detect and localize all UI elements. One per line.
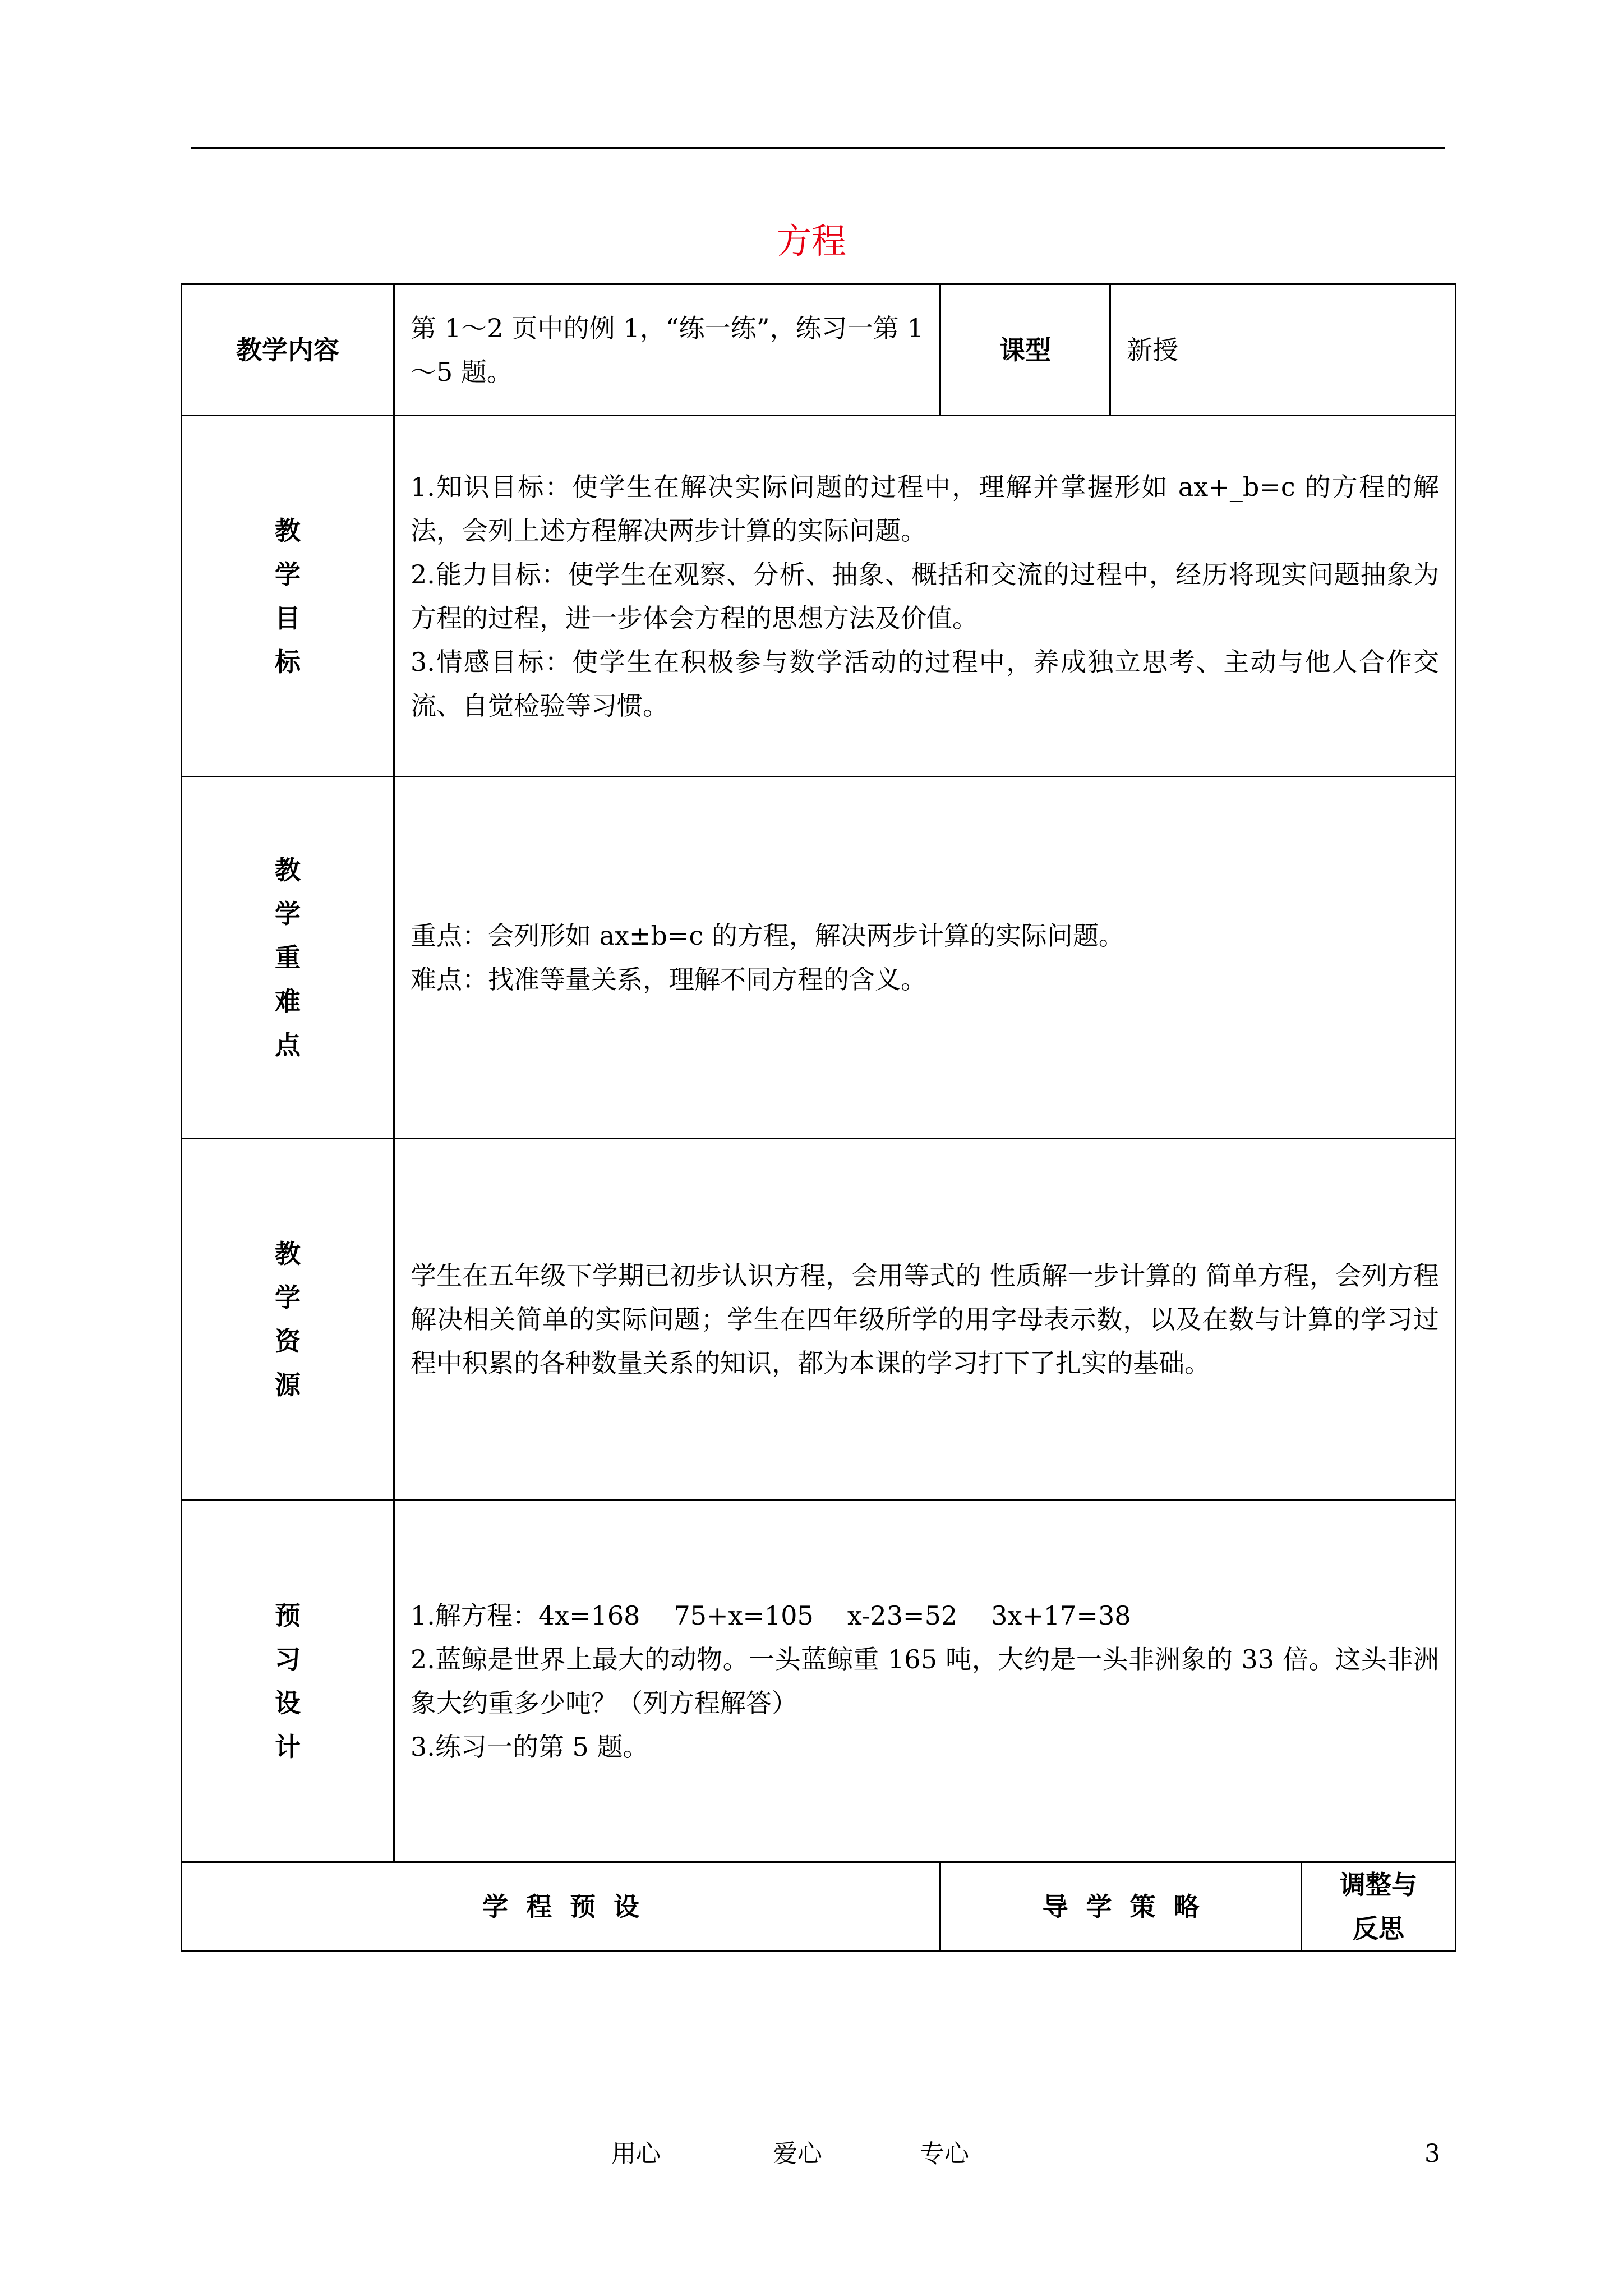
objective-item: 3.情感目标：使学生在积极参与数学活动的过程中，养成独立思考、主动与他人合作交流、自觉检验等习惯。 — [411, 646, 1440, 721]
key-points-content — [394, 777, 1456, 1139]
equation: 75+x=105 — [674, 1600, 814, 1631]
objectives-row — [182, 416, 1456, 777]
key-point-item: 重点：会列形如 ax±b=c 的方程，解决两步计算的实际问题。 — [411, 921, 1124, 951]
type-label: 课型 — [940, 284, 1110, 416]
content-label: 教学内容 — [182, 284, 394, 416]
preview-item-2: 2.蓝鲸是世界上最大的动物。一头蓝鲸重 165 吨，大约是一头非洲象的 33 倍。这头非洲象大约重多少吨？（列方程解答） — [411, 1644, 1440, 1718]
resources-text: 学生在五年级下学期已初步认识方程，会用等式的 性质解一步计算的 简单方程，会列方程解决相关简单的实际问题；学生在四年级所学的用字母表示数，以及在数与计算的学习过程中积累的各种数量关系的知识，都为本课的学习打下了扎实的基础。 — [411, 1260, 1440, 1378]
footer-motto: 专心 — [920, 2139, 969, 2168]
resources-label: 教 学 资 源 — [182, 1139, 394, 1501]
adjustment-reflection-header: 调整与 反思 — [1302, 1862, 1456, 1952]
key-points-row — [182, 777, 1456, 1139]
difficulty-item: 难点：找准等量关系，理解不同方程的含义。 — [411, 964, 926, 995]
bottom-row — [182, 1862, 1456, 1952]
preview-item-1 — [411, 1594, 1439, 1637]
objective-item: 1.知识目标：使学生在解决实际问题的过程中，理解并掌握形如 ax+_b=c 的方程的解法，会列上述方程解决两步计算的实际问题。 — [411, 471, 1440, 546]
objective-item: 2.能力目标：使学生在观察、分析、抽象、概括和交流的过程中，经历将现实问题抽象为方程的过程，进一步体会方程的思想方法及价值。 — [411, 559, 1440, 633]
preview-content — [394, 1501, 1456, 1862]
content-text: 第 1～2 页中的例 1，“练一练”，练习一第 1～5 题。 — [394, 284, 940, 416]
preview-item-1-prefix: 1.解方程： — [411, 1600, 538, 1631]
preview-item-3: 3.练习一的第 5 题。 — [411, 1732, 649, 1762]
equation: 4x=168 — [538, 1600, 640, 1631]
resources-content — [394, 1139, 1456, 1501]
page-title: 方程 — [776, 220, 846, 261]
lesson-plan-table — [181, 283, 1456, 1952]
objectives-content — [394, 416, 1456, 777]
guidance-strategy-header: 导 学 策 略 — [940, 1862, 1302, 1952]
page-number: 3 — [1424, 2139, 1440, 2168]
preview-label: 预 习 设 计 — [182, 1501, 394, 1862]
content-row — [182, 284, 1456, 416]
type-value: 新授 — [1110, 284, 1456, 416]
equation: x-23=52 — [847, 1600, 958, 1631]
learning-process-header: 学 程 预 设 — [182, 1862, 940, 1952]
footer-motto: 用心 — [611, 2139, 661, 2168]
resources-row — [182, 1139, 1456, 1501]
header-rule — [191, 147, 1445, 149]
preview-row — [182, 1501, 1456, 1862]
objectives-label: 教 学 目 标 — [182, 416, 394, 777]
equation: 3x+17=38 — [991, 1600, 1131, 1631]
key-points-label: 教 学 重 难 点 — [182, 777, 394, 1139]
footer-motto: 爱心 — [773, 2139, 822, 2168]
